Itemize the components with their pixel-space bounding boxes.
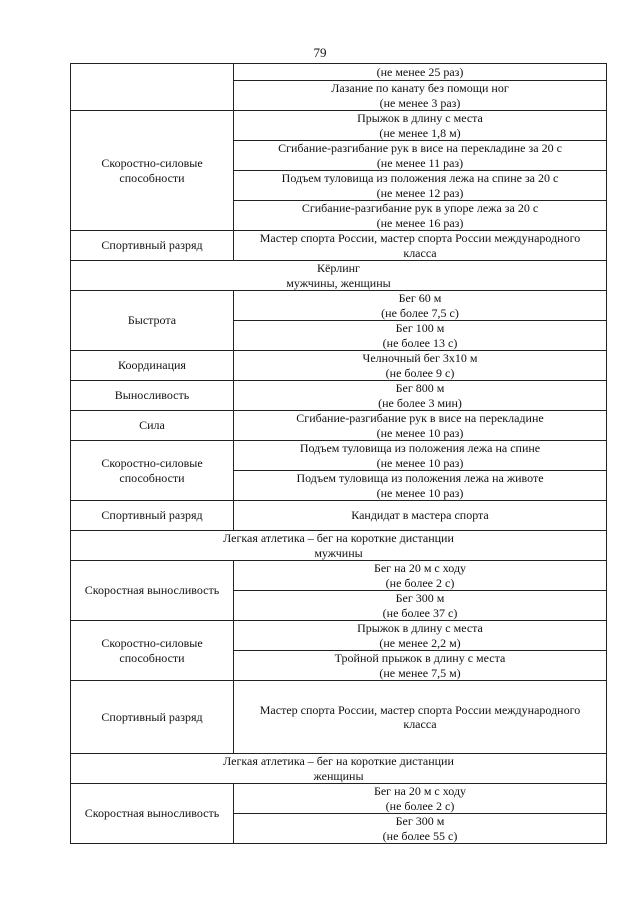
section-header bbox=[71, 531, 607, 561]
section-header-row bbox=[71, 754, 607, 784]
category-cell bbox=[71, 351, 234, 381]
requirement-cell bbox=[234, 291, 607, 321]
exercise-name: Бег на 20 м с ходу bbox=[373, 784, 467, 798]
table-row bbox=[71, 784, 607, 814]
category-label: Скоростно-силовые bbox=[101, 636, 203, 650]
table-row bbox=[71, 231, 607, 261]
requirement-cell bbox=[234, 64, 607, 81]
category-cell bbox=[71, 291, 234, 351]
exercise-norm: (не более 2 с) bbox=[385, 798, 455, 813]
category-cell bbox=[71, 681, 234, 754]
exercise-name: Бег 300 м bbox=[395, 591, 445, 605]
requirement-cell bbox=[234, 321, 607, 351]
category-label: Скоростная выносливость bbox=[84, 806, 220, 821]
category-cell bbox=[71, 381, 234, 411]
requirement-cell bbox=[234, 681, 607, 754]
exercise-norm: (не более 55 с) bbox=[382, 828, 458, 843]
table-row bbox=[71, 351, 607, 381]
requirement-cell bbox=[234, 81, 607, 111]
exercise-name: Челночный бег 3x10 м bbox=[362, 351, 478, 365]
category-cell bbox=[71, 621, 234, 681]
exercise-name: класса bbox=[403, 245, 437, 260]
category-cell bbox=[71, 411, 234, 441]
table-row bbox=[71, 561, 607, 591]
table-row bbox=[71, 411, 607, 441]
section-subtitle: женщины bbox=[313, 768, 364, 783]
exercise-norm: (не менее 10 раз) bbox=[376, 455, 464, 470]
requirement-cell bbox=[234, 814, 607, 844]
category-label: Сила bbox=[139, 418, 165, 433]
requirement-cell bbox=[234, 141, 607, 171]
category-cell bbox=[71, 441, 234, 501]
requirement-cell bbox=[234, 501, 607, 531]
category-cell bbox=[71, 111, 234, 231]
table-row bbox=[71, 501, 607, 531]
requirement-cell bbox=[234, 784, 607, 814]
exercise-norm: (не менее 10 раз) bbox=[376, 425, 464, 440]
exercise-name: Сгибание-разгибание рук в упоре лежа за 20 с bbox=[301, 201, 539, 215]
exercise-name: Подъем туловища из положения лежа на спине за 20 с bbox=[281, 171, 559, 185]
section-title: Легкая атлетика – бег на короткие дистанции bbox=[223, 531, 454, 545]
exercise-norm: (не более 13 с) bbox=[382, 335, 458, 350]
exercise-norm: (не менее 7,5 м) bbox=[379, 665, 461, 680]
exercise-name: Бег на 20 м с ходу bbox=[373, 561, 467, 575]
exercise-name: Бег 800 м bbox=[395, 381, 445, 395]
exercise-name: Прыжок в длину с места bbox=[357, 621, 483, 635]
table-row bbox=[71, 291, 607, 321]
exercise-name: Подъем туловища из положения лежа на спине bbox=[299, 441, 541, 455]
exercise-name: Бег 60 м bbox=[398, 291, 442, 305]
category-label: способности bbox=[119, 650, 185, 665]
exercise-name: Тройной прыжок в длину с места bbox=[334, 651, 506, 665]
exercise-norm: (не более 37 с) bbox=[382, 605, 458, 620]
requirement-cell bbox=[234, 471, 607, 501]
category-label: Скоростно-силовые bbox=[101, 156, 203, 170]
requirement-cell bbox=[234, 111, 607, 141]
exercise-name: Мастер спорта России, мастер спорта России международного bbox=[259, 231, 581, 245]
requirement-cell bbox=[234, 441, 607, 471]
exercise-norm: (не менее 11 раз) bbox=[376, 155, 464, 170]
requirement-cell bbox=[234, 351, 607, 381]
exercise-name: Лазание по канату без помощи ног bbox=[331, 81, 509, 95]
requirement-cell bbox=[234, 651, 607, 681]
exercise-norm: (не более 9 с) bbox=[385, 365, 455, 380]
requirement-cell bbox=[234, 621, 607, 651]
category-label: Скоростная выносливость bbox=[84, 583, 220, 598]
category-label: способности bbox=[119, 170, 185, 185]
category-label: Спортивный разряд bbox=[101, 709, 203, 724]
section-header bbox=[71, 261, 607, 291]
exercise-name: Бег 100 м bbox=[395, 321, 445, 335]
section-header-row bbox=[71, 261, 607, 291]
exercise-norm: (не менее 12 раз) bbox=[376, 185, 464, 200]
section-subtitle: мужчины bbox=[314, 545, 363, 560]
requirement-text: (не менее 25 раз) bbox=[376, 64, 464, 79]
requirement-cell bbox=[234, 171, 607, 201]
standards-table bbox=[70, 63, 607, 844]
exercise-name: Сгибание-разгибание рук в висе на перекладине за 20 с bbox=[278, 141, 562, 155]
exercise-norm: (не менее 2,2 м) bbox=[379, 635, 461, 650]
requirement-cell bbox=[234, 411, 607, 441]
table-row bbox=[71, 64, 607, 81]
exercise-norm: (не менее 3 раз) bbox=[379, 95, 461, 110]
section-header bbox=[71, 754, 607, 784]
exercise-norm: (не более 2 с) bbox=[385, 575, 455, 590]
category-label: Спортивный разряд bbox=[101, 238, 203, 253]
category-cell bbox=[71, 784, 234, 844]
page-number: 79 bbox=[313, 45, 327, 60]
category-label: Быстрота bbox=[127, 313, 177, 328]
category-cell bbox=[71, 501, 234, 531]
exercise-norm: (не менее 1,8 м) bbox=[379, 125, 461, 140]
table-row bbox=[71, 111, 607, 141]
exercise-name: Прыжок в длину с места bbox=[357, 111, 483, 125]
category-label: Скоростно-силовые bbox=[101, 456, 203, 470]
category-cell bbox=[71, 64, 234, 111]
exercise-name: Подъем туловища из положения лежа на животе bbox=[296, 471, 544, 485]
requirement-cell bbox=[234, 561, 607, 591]
exercise-name: Бег 300 м bbox=[395, 814, 445, 828]
exercise-norm: (не менее 16 раз) bbox=[376, 215, 464, 230]
table-row bbox=[71, 621, 607, 651]
exercise-name: класса bbox=[403, 717, 437, 731]
exercise-name: Кандидат в мастера спорта bbox=[351, 508, 489, 523]
category-cell bbox=[71, 561, 234, 621]
section-title: Легкая атлетика – бег на короткие дистанции bbox=[223, 754, 454, 768]
exercise-name: Сгибание-разгибание рук в висе на перекладине bbox=[296, 411, 544, 425]
table-row bbox=[71, 681, 607, 754]
exercise-name: Мастер спорта России, мастер спорта России международного bbox=[259, 702, 581, 717]
table-row bbox=[71, 381, 607, 411]
category-label: Выносливость bbox=[114, 388, 190, 403]
category-label: Координация bbox=[118, 358, 186, 373]
requirement-cell bbox=[234, 591, 607, 621]
category-label: Спортивный разряд bbox=[101, 508, 203, 523]
section-header-row bbox=[71, 531, 607, 561]
exercise-norm: (не более 7,5 с) bbox=[381, 305, 459, 320]
category-cell bbox=[71, 231, 234, 261]
section-subtitle: мужчины, женщины bbox=[286, 275, 391, 290]
exercise-norm: (не менее 10 раз) bbox=[376, 485, 464, 500]
section-title: Кёрлинг bbox=[317, 261, 360, 275]
requirement-cell bbox=[234, 381, 607, 411]
category-label: способности bbox=[119, 470, 185, 485]
requirement-cell bbox=[234, 231, 607, 261]
requirement-cell bbox=[234, 201, 607, 231]
exercise-norm: (не более 3 мин) bbox=[378, 395, 462, 410]
table-row bbox=[71, 441, 607, 471]
